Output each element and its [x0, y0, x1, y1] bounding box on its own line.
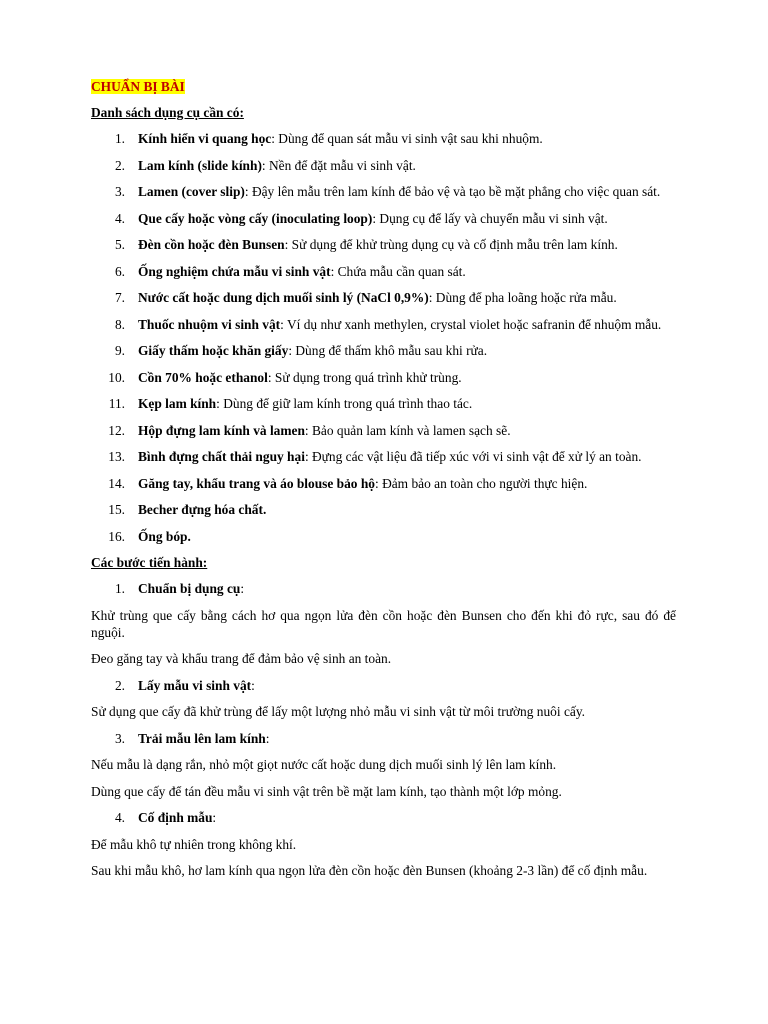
equipment-list — [91, 130, 676, 545]
step-paragraph: Để mẫu khô tự nhiên trong không khí. — [91, 836, 297, 852]
equipment-desc: : Sử dụng trong quá trình khử trùng. — [267, 369, 462, 385]
step-heading: 3. Trải mẫu lên lam kính: — [114, 730, 270, 746]
equipment-item: 3. Lamen (cover slip): Đậy lên mẫu trên lam kính để bảo vệ và tạo bề mặt phẳng cho việc quan sát. — [114, 184, 661, 199]
equipment-term: Lam kính (slide kính) — [138, 157, 262, 173]
equipment-term: Hộp đựng lam kính và lamen — [138, 422, 305, 438]
equipment-term: Giấy thấm hoặc khăn giấy — [138, 343, 289, 358]
step-heading: 1. Chuẩn bị dụng cụ: — [114, 581, 245, 596]
equipment-item: 13. Bình đựng chất thải nguy hại: Đựng các vật liệu đã tiếp xúc với vi sinh vật để xử lý an toàn. — [108, 449, 642, 464]
equipment-term: Ống nghiệm chứa mẫu vi sinh vật — [138, 263, 331, 279]
equipment-heading: Danh sách dụng cụ cần có: — [91, 105, 244, 120]
equipment-term: Găng tay, khẩu trang và áo blouse bảo hộ — [138, 475, 375, 491]
document-title: CHUẨN BỊ BÀI — [91, 79, 185, 94]
equipment-term: Thuốc nhuộm vi sinh vật — [138, 316, 281, 332]
equipment-term: Đèn cồn hoặc đèn Bunsen — [138, 237, 285, 252]
equipment-item: 7. Nước cất hoặc dung dịch muối sinh lý (NaCl 0,9%): Dùng để pha loãng hoặc rửa mẫu. — [114, 290, 617, 305]
equipment-item: 2. Lam kính (slide kính): Nền để đặt mẫu vi sinh vật. — [114, 157, 416, 173]
equipment-desc: : Chứa mẫu cần quan sát. — [330, 263, 466, 279]
equipment-term: Ống bóp. — [138, 528, 191, 544]
equipment-item: 8. Thuốc nhuộm vi sinh vật: Ví dụ như xanh methylen, crystal violet hoặc safranin để nhuộm mẫu. — [114, 316, 662, 332]
equipment-item: 16. Ống bóp. — [108, 528, 191, 544]
equipment-desc: : Dụng cụ để lấy và chuyển mẫu vi sinh vật. — [372, 210, 608, 226]
step-paragraph: Sử dụng que cấy đã khử trùng để lấy một lượng nhỏ mẫu vi sinh vật từ môi trường nuôi cấy. — [91, 704, 586, 719]
equipment-desc: : Bảo quản lam kính và lamen sạch sẽ. — [304, 422, 511, 438]
equipment-desc: : Dùng để pha loãng hoặc rửa mẫu. — [428, 290, 617, 305]
equipment-item: 5. Đèn cồn hoặc đèn Bunsen: Sử dụng để khử trùng dụng cụ và cố định mẫu trên lam kính. — [114, 237, 618, 252]
step-term: Lấy mẫu vi sinh vật — [138, 677, 252, 693]
equipment-term: Bình đựng chất thải nguy hại — [138, 449, 305, 464]
document-page — [91, 78, 676, 889]
step-paragraph: Dùng que cấy để tán đều mẫu vi sinh vật trên bề mặt lam kính, tạo thành một lớp mỏng. — [91, 783, 562, 799]
equipment-term: Becher đựng hóa chất. — [138, 502, 267, 517]
equipment-desc: : Đảm bảo an toàn cho người thực hiện. — [375, 475, 588, 491]
equipment-term: Kính hiển vi quang học — [138, 131, 272, 146]
equipment-item: 9. Giấy thấm hoặc khăn giấy: Dùng để thấm khô mẫu sau khi rửa. — [114, 343, 488, 358]
equipment-item: 11. Kẹp lam kính: Dùng để giữ lam kính trong quá trình thao tác. — [108, 396, 473, 411]
equipment-item: 10. Cồn 70% hoặc ethanol: Sử dụng trong quá trình khử trùng. — [108, 369, 462, 385]
equipment-item: 1. Kính hiển vi quang học: Dùng để quan sát mẫu vi sinh vật sau khi nhuộm. — [114, 131, 543, 146]
equipment-desc: : Nền để đặt mẫu vi sinh vật. — [261, 157, 416, 173]
equipment-item: 14. Găng tay, khẩu trang và áo blouse bảo hộ: Đảm bảo an toàn cho người thực hiện. — [108, 475, 588, 491]
step-paragraph: Sau khi mẫu khô, hơ lam kính qua ngọn lửa đèn cồn hoặc đèn Bunsen (khoảng 2-3 lần) để cố định mẫu. — [91, 863, 648, 878]
equipment-desc: : Dùng để giữ lam kính trong quá trình thao tác. — [216, 396, 473, 411]
equipment-term: Cồn 70% hoặc ethanol — [138, 369, 268, 385]
equipment-desc: : Dùng để thấm khô mẫu sau khi rửa. — [288, 343, 488, 358]
equipment-item: 4. Que cấy hoặc vòng cấy (inoculating loop): Dụng cụ để lấy và chuyển mẫu vi sinh vật. — [114, 210, 608, 226]
step-heading: 2. Lấy mẫu vi sinh vật: — [114, 677, 255, 693]
step-heading: 4. Cố định mẫu: — [114, 810, 217, 825]
equipment-desc: : Đậy lên mẫu trên lam kính để bảo vệ và tạo bề mặt phẳng cho việc quan sát. — [244, 184, 661, 199]
step-term: Chuẩn bị dụng cụ — [138, 581, 241, 596]
step-term: Cố định mẫu — [138, 810, 213, 825]
equipment-desc: : Ví dụ như xanh methylen, crystal violet hoặc safranin để nhuộm mẫu. — [280, 316, 662, 332]
equipment-desc: : Sử dụng để khử trùng dụng cụ và cố định mẫu trên lam kính. — [284, 237, 618, 252]
equipment-desc: : Dùng để quan sát mẫu vi sinh vật sau khi nhuộm. — [271, 131, 543, 146]
equipment-term: Nước cất hoặc dung dịch muối sinh lý (NaCl 0,9%) — [138, 290, 429, 305]
equipment-term: Kẹp lam kính — [138, 396, 217, 411]
equipment-term: Lamen (cover slip) — [138, 184, 245, 199]
equipment-item: 15. Becher đựng hóa chất. — [108, 502, 267, 517]
equipment-desc: : Đựng các vật liệu đã tiếp xúc với vi sinh vật để xử lý an toàn. — [304, 449, 642, 464]
equipment-item: 12. Hộp đựng lam kính và lamen: Bảo quản lam kính và lamen sạch sẽ. — [108, 422, 511, 438]
step-paragraph: Đeo găng tay và khẩu trang để đảm bảo vệ sinh an toàn. — [91, 651, 392, 666]
step-paragraph: Nếu mẫu là dạng rắn, nhỏ một giọt nước cất hoặc dung dịch muối sinh lý lên lam kính. — [91, 757, 557, 772]
equipment-item: 6. Ống nghiệm chứa mẫu vi sinh vật: Chứa mẫu cần quan sát. — [114, 263, 466, 279]
steps-heading: Các bước tiến hành: — [91, 555, 208, 570]
equipment-term: Que cấy hoặc vòng cấy (inoculating loop) — [138, 210, 373, 226]
step-paragraph: Khử trùng que cấy bằng cách hơ qua ngọn lửa đèn cồn hoặc đèn Bunsen cho đến khi đỏ rực, sau đó để nguội. — [91, 607, 676, 640]
step-term: Trải mẫu lên lam kính — [138, 730, 266, 746]
